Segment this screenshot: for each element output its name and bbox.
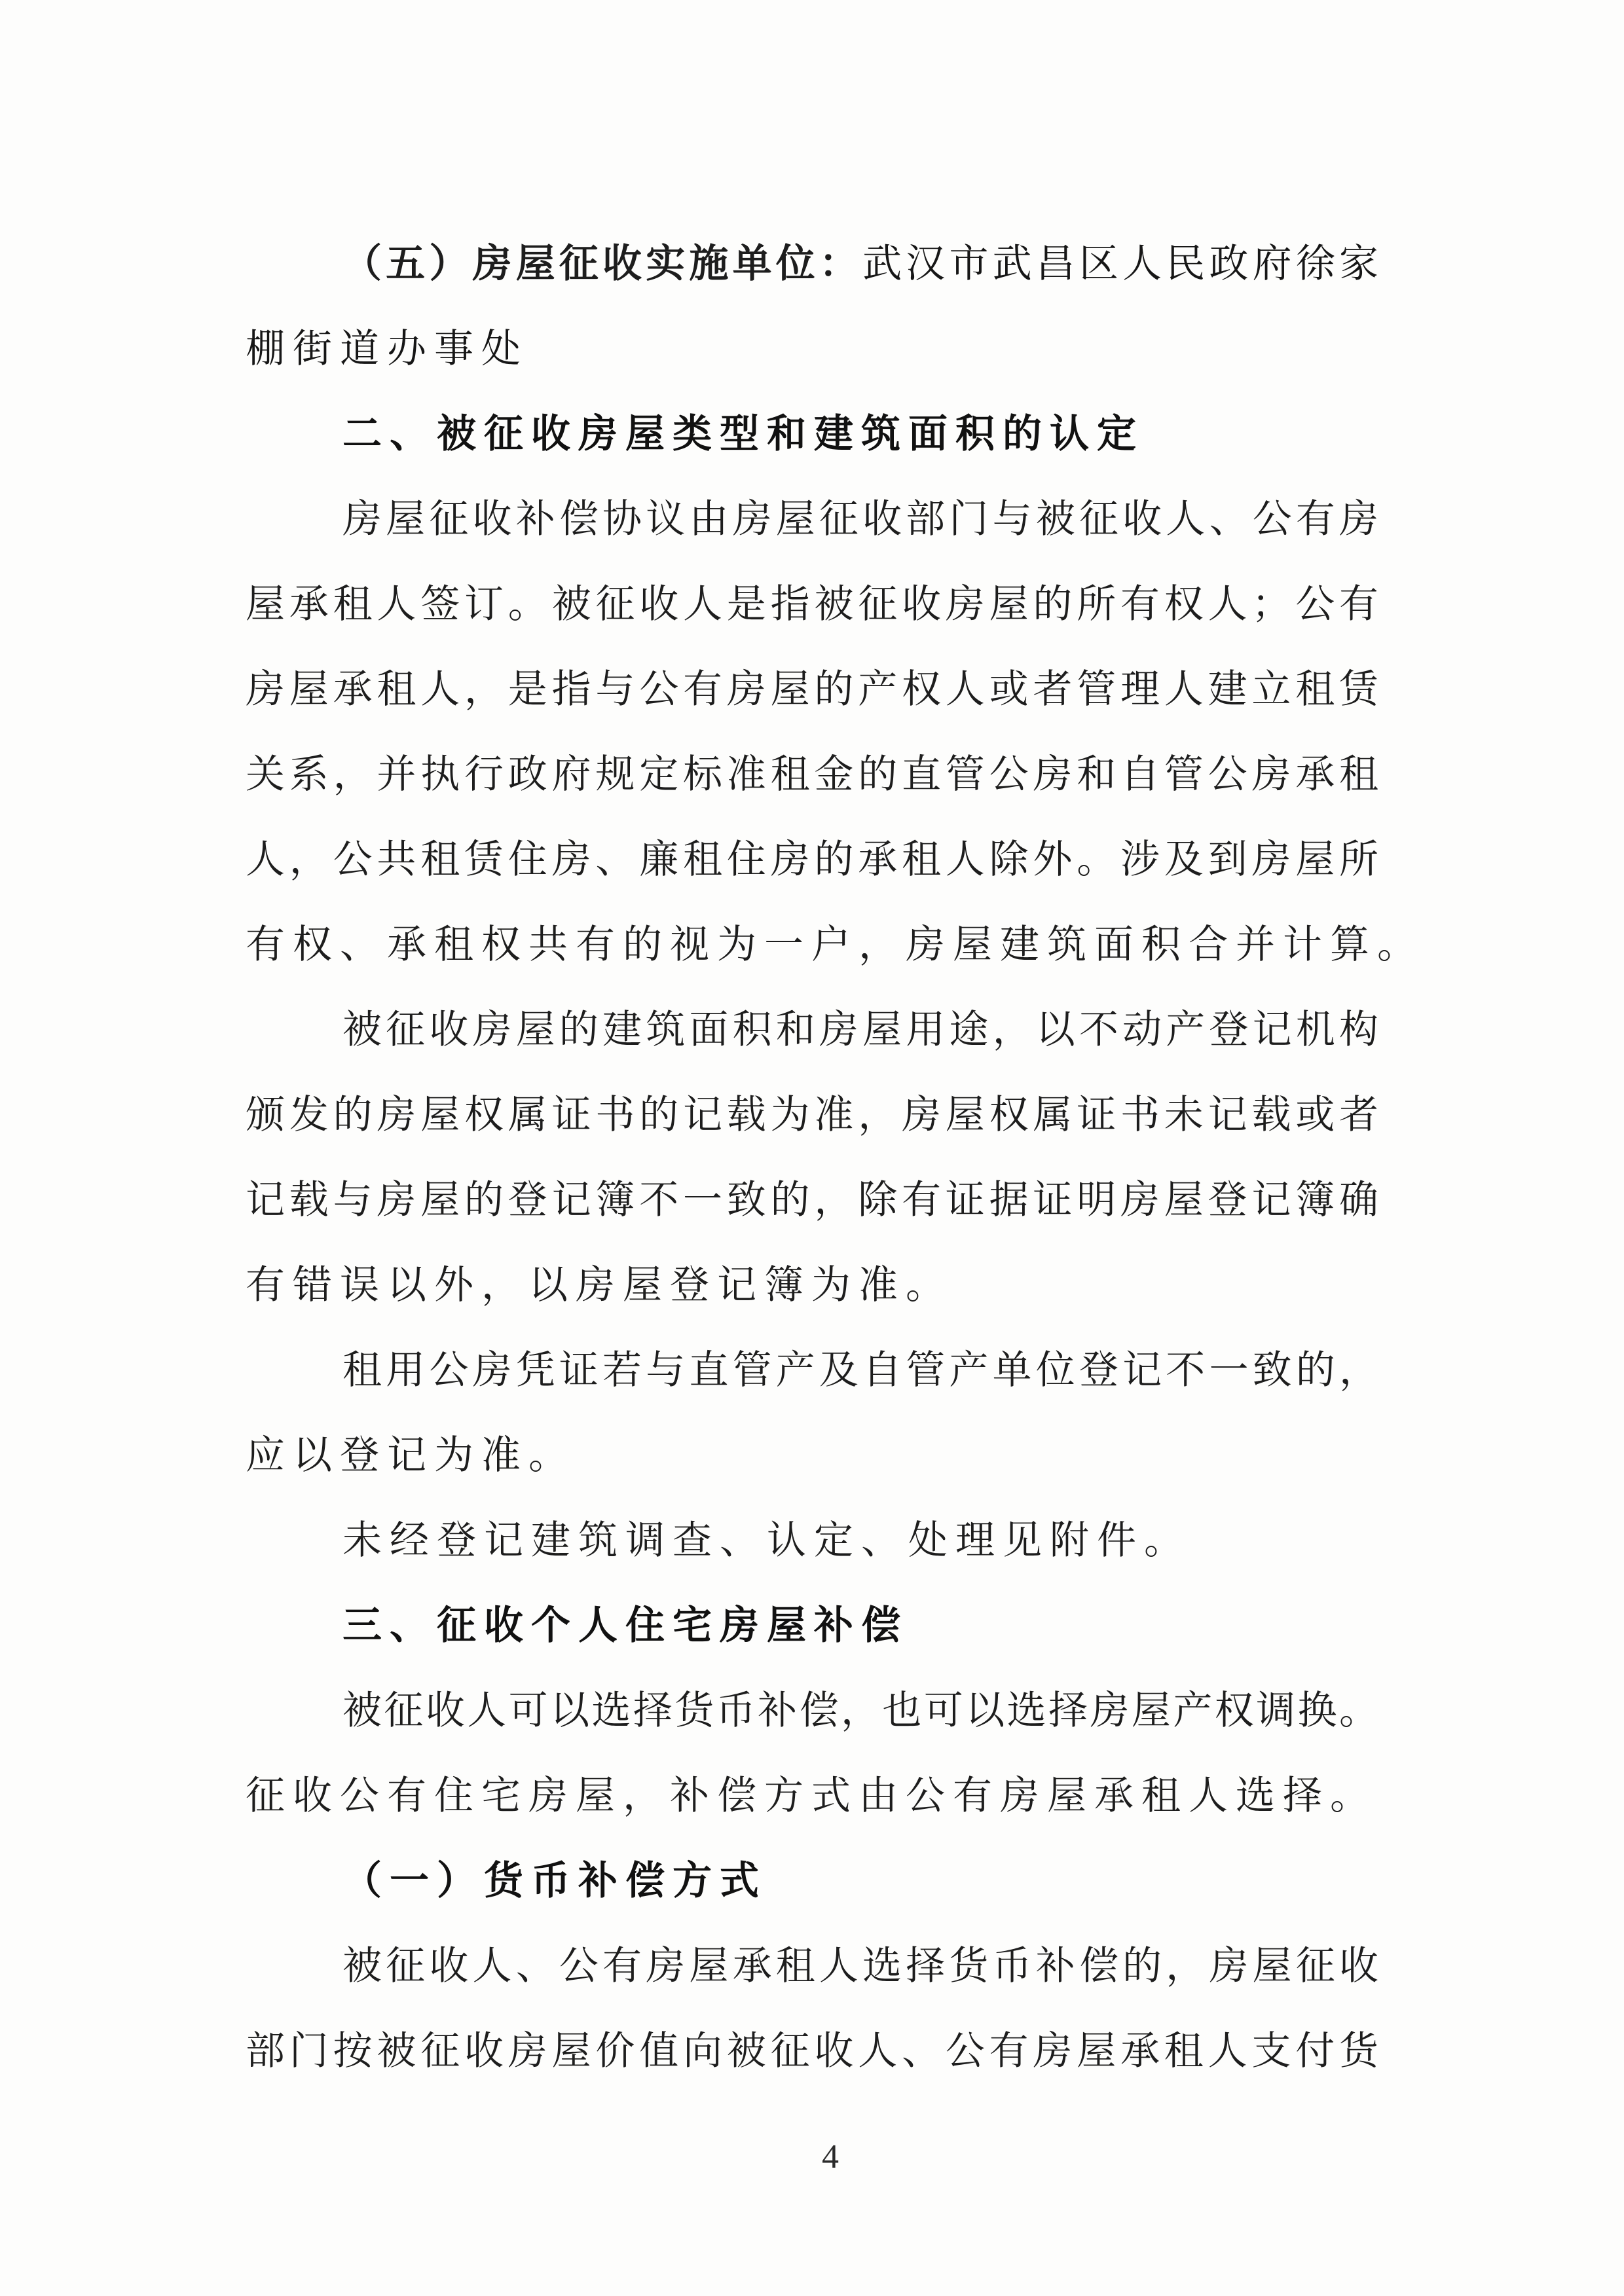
line-text: 未经登记建筑调查、认定、处理见附件。	[342, 1519, 1191, 1562]
heading-text: （一）货币补偿方式	[342, 1859, 767, 1903]
heading-text: 二、被征收房屋类型和建筑面积的认定	[342, 412, 1144, 456]
line-text: 房屋承租人，是指与公有房屋的产权人或者管理人建立租赁	[246, 668, 1378, 711]
text-line-8	[246, 817, 1378, 902]
line-text: 被征收房屋的建筑面积和房屋用途，以不动产登记机构	[342, 1008, 1378, 1051]
text-line-6	[246, 647, 1378, 732]
text-line-22	[246, 2009, 1378, 2094]
text-line-7	[246, 732, 1378, 817]
text-line-9	[246, 902, 1424, 987]
page-number: 4	[822, 2138, 839, 2176]
heading-text: 三、征收个人住宅房屋补偿	[342, 1603, 908, 1647]
text-line-16	[246, 1498, 1378, 1583]
text-line-4	[246, 477, 1378, 562]
document-text-block	[246, 221, 1424, 2094]
line-text: 被征收人可以选择货币补偿，也可以选择房屋产权调换。	[342, 1689, 1378, 1732]
heading-subsection-1	[246, 1838, 1378, 1923]
line-text: 租用公房凭证若与直管产及自管产单位登记不一致的，	[342, 1349, 1378, 1392]
text-line-13	[246, 1243, 1378, 1328]
text-line-11	[246, 1072, 1378, 1157]
text-line-2	[246, 306, 1378, 392]
line-text: 有错误以外，以房屋登记簿为准。	[246, 1264, 953, 1307]
line-text: 有权、承租权共有的视为一户，房屋建筑面积合并计算。	[246, 923, 1424, 966]
text-line-21	[246, 1923, 1378, 2009]
line-text: 棚街道办事处	[246, 327, 528, 371]
line-text: 房屋征收补偿协议由房屋征收部门与被征收人、公有房	[342, 498, 1378, 541]
heading-section-3	[246, 1583, 1378, 1668]
line-text: 征收公有住宅房屋，补偿方式由公有房屋承租人选择。	[246, 1774, 1377, 1817]
text-line-15	[246, 1413, 1378, 1498]
line-text: 屋承租人签订。被征收人是指被征收房屋的所有权人；公有	[246, 583, 1378, 626]
text-line-19	[246, 1753, 1378, 1838]
text-line-18	[246, 1668, 1378, 1753]
text-line-10	[246, 987, 1378, 1072]
line-text: 记载与房屋的登记簿不一致的，除有证据证明房屋登记簿确	[246, 1178, 1378, 1222]
line-text: 被征收人、公有房屋承租人选择货币补偿的，房屋征收	[342, 1944, 1378, 1988]
text-line-12	[246, 1157, 1378, 1243]
text-line-5	[246, 562, 1378, 647]
text-line-1	[246, 221, 1378, 306]
text-line-14	[246, 1328, 1378, 1413]
line-text: 应以登记为准。	[246, 1434, 576, 1477]
line-text: 颁发的房屋权属证书的记载为准，房屋权属证书未记载或者	[246, 1093, 1378, 1137]
line-text: 武汉市武昌区人民政府徐家	[862, 242, 1379, 285]
line-text: 关系，并执行政府规定标准租金的直管公房和自管公房承租	[246, 753, 1378, 796]
line-text: 部门按被征收房屋价值向被征收人、公有房屋承租人支付货	[246, 2030, 1378, 2073]
line-text: 人，公共租赁住房、廉租住房的承租人除外。涉及到房屋所	[246, 838, 1378, 881]
line-lead-bold: （五）房屋征收实施单位：	[342, 242, 863, 285]
heading-section-2	[246, 392, 1378, 477]
